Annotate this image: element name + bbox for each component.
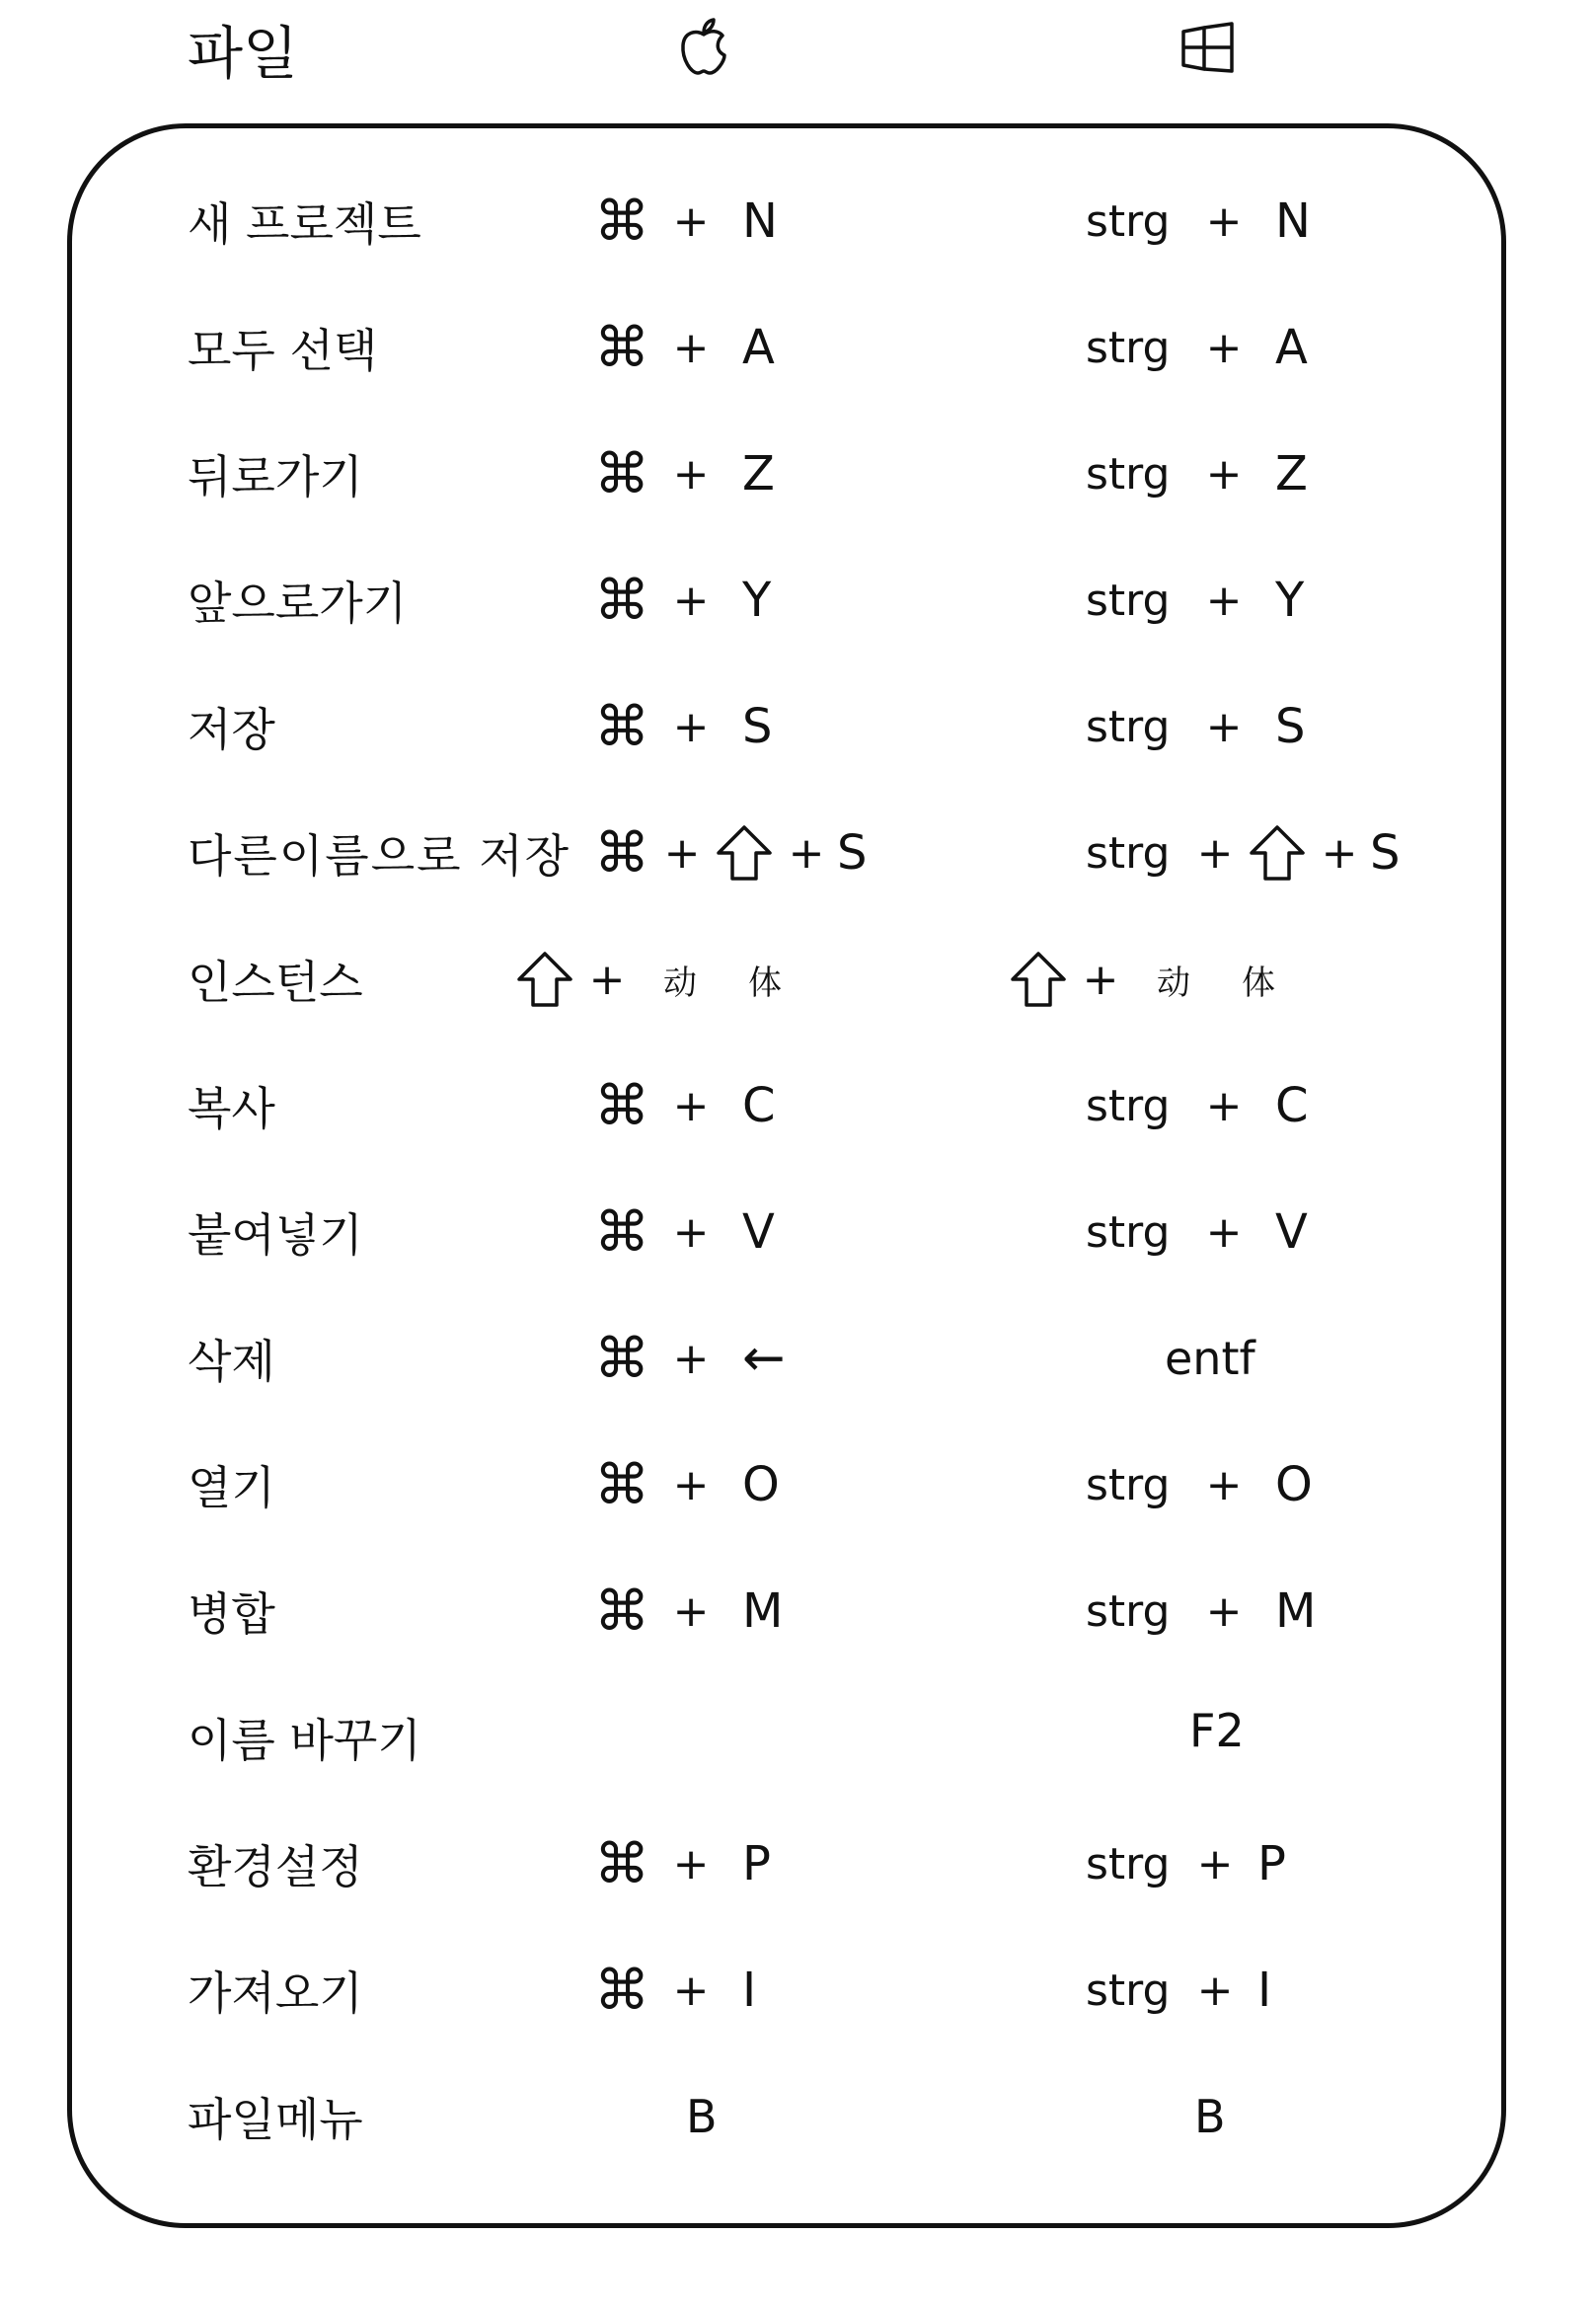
shortcut-label: 인스턴스 bbox=[188, 956, 363, 1009]
key-letter: Y bbox=[742, 573, 772, 628]
ctrl-key: strg bbox=[1086, 1080, 1171, 1131]
key-letter: S bbox=[837, 825, 868, 881]
key-letter: M bbox=[742, 1583, 784, 1639]
ctrl-key: strg bbox=[1086, 1585, 1171, 1637]
shortcut-label: 환경설정 bbox=[188, 1840, 363, 1893]
plus-sign: + bbox=[672, 1333, 710, 1384]
key-letter: O bbox=[1275, 1457, 1313, 1512]
key-letter: Z bbox=[1275, 446, 1308, 501]
windows-shortcut bbox=[1194, 2053, 1589, 2180]
key-letter: B bbox=[1194, 2090, 1226, 2143]
plus-sign: + bbox=[1205, 448, 1243, 500]
ctrl-key: strg bbox=[1086, 827, 1171, 879]
plus-sign: + bbox=[1205, 1080, 1243, 1131]
command-key-icon: ⌘ bbox=[594, 1073, 649, 1138]
windows-shortcut bbox=[1086, 1927, 1481, 2053]
ctrl-key: strg bbox=[1086, 322, 1171, 373]
windows-shortcut bbox=[1007, 916, 1402, 1042]
key-letter: N bbox=[1275, 193, 1311, 249]
plus-sign: + bbox=[672, 195, 710, 247]
key-letter: S bbox=[742, 699, 773, 754]
shortcut-label: 뒤로가기 bbox=[188, 450, 363, 503]
mac-shortcut bbox=[592, 790, 1007, 916]
windows-shortcut bbox=[1086, 1422, 1481, 1548]
key-letter: I bbox=[1257, 1963, 1272, 2018]
delete-key: entf bbox=[1165, 1332, 1255, 1385]
plus-sign: + bbox=[672, 322, 710, 373]
shortcut-row-instance bbox=[0, 916, 1596, 1042]
windows-shortcut bbox=[1086, 1801, 1481, 1927]
key-letter: M bbox=[1275, 1583, 1317, 1639]
page-title: 파일 bbox=[188, 20, 299, 87]
header bbox=[0, 0, 1596, 109]
mac-shortcut bbox=[592, 1042, 1007, 1169]
shortcut-label: 복사 bbox=[188, 1082, 275, 1135]
key-letter: S bbox=[1370, 825, 1401, 881]
shortcut-row-import bbox=[0, 1927, 1596, 2053]
plus-sign: + bbox=[672, 1585, 710, 1637]
plus-sign: + bbox=[1205, 1206, 1243, 1258]
key-letter: Z bbox=[742, 446, 775, 501]
shortcut-row-file-menu bbox=[0, 2053, 1596, 2180]
shortcut-row-rename bbox=[0, 1674, 1596, 1801]
shortcut-row-new-project bbox=[0, 158, 1596, 284]
plus-sign: + bbox=[1205, 575, 1243, 626]
shift-arrow-icon bbox=[1007, 948, 1070, 1011]
shortcut-label: 앞으로가기 bbox=[188, 577, 408, 630]
plus-sign: + bbox=[1205, 1459, 1243, 1510]
plus-sign: + bbox=[1205, 195, 1243, 247]
plus-sign: + bbox=[672, 1838, 710, 1889]
command-key-icon: ⌘ bbox=[594, 1831, 649, 1896]
plus-sign: + bbox=[672, 1459, 710, 1510]
key-letter: A bbox=[1275, 320, 1308, 375]
mac-shortcut bbox=[592, 1801, 1007, 1927]
ctrl-key: strg bbox=[1086, 1965, 1171, 2016]
plus-sign: + bbox=[672, 701, 710, 752]
command-key-icon: ⌘ bbox=[594, 568, 649, 633]
mac-shortcut bbox=[592, 158, 1007, 284]
key-glyph: 动 bbox=[663, 963, 697, 1003]
command-key-icon: ⌘ bbox=[594, 189, 649, 254]
plus-sign: + bbox=[672, 1206, 710, 1258]
windows-shortcut bbox=[1086, 537, 1481, 663]
shortcut-row-open bbox=[0, 1422, 1596, 1548]
key-letter: N bbox=[742, 193, 778, 249]
key-letter: A bbox=[742, 320, 775, 375]
shortcut-label: 열기 bbox=[188, 1461, 275, 1514]
shift-arrow-icon bbox=[513, 948, 576, 1011]
windows-shortcut bbox=[1086, 284, 1481, 411]
windows-shortcut bbox=[1189, 1674, 1584, 1801]
shortcut-row-select-all bbox=[0, 284, 1596, 411]
command-key-icon: ⌘ bbox=[594, 1579, 649, 1644]
plus-sign: + bbox=[672, 448, 710, 500]
ctrl-key: strg bbox=[1086, 1459, 1171, 1510]
mac-shortcut bbox=[592, 537, 1007, 663]
shortcut-label: 새 프로젝트 bbox=[188, 197, 421, 251]
ctrl-key: strg bbox=[1086, 1206, 1171, 1258]
plus-sign: + bbox=[1321, 827, 1358, 879]
key-letter: V bbox=[742, 1204, 775, 1260]
apple-logo-icon bbox=[679, 18, 728, 81]
mac-shortcut bbox=[592, 663, 1007, 790]
mac-shortcut bbox=[592, 284, 1007, 411]
windows-shortcut bbox=[1086, 1042, 1481, 1169]
key-letter: I bbox=[742, 1963, 757, 2018]
mac-shortcut bbox=[592, 1422, 1007, 1548]
mac-shortcut bbox=[592, 1169, 1007, 1295]
key-glyph: 体 bbox=[1242, 963, 1275, 1003]
shift-arrow-icon bbox=[713, 821, 776, 885]
shortcut-label: 병합 bbox=[188, 1587, 275, 1641]
plus-sign: + bbox=[672, 1965, 710, 2016]
command-key-icon: ⌘ bbox=[594, 1452, 649, 1517]
shortcut-row-merge bbox=[0, 1548, 1596, 1674]
windows-logo-icon bbox=[1180, 22, 1236, 77]
key-letter: P bbox=[742, 1836, 771, 1891]
command-key-icon: ⌘ bbox=[594, 1199, 649, 1265]
shortcut-row-delete bbox=[0, 1295, 1596, 1422]
plus-sign: + bbox=[1205, 701, 1243, 752]
windows-shortcut bbox=[1086, 663, 1481, 790]
ctrl-key: strg bbox=[1086, 195, 1171, 247]
command-key-icon: ⌘ bbox=[594, 820, 649, 886]
key-letter: B bbox=[686, 2090, 718, 2143]
mac-shortcut bbox=[513, 916, 928, 1042]
plus-sign: + bbox=[788, 827, 825, 879]
command-key-icon: ⌘ bbox=[594, 1958, 649, 2023]
plus-sign: + bbox=[672, 575, 710, 626]
ctrl-key: strg bbox=[1086, 575, 1171, 626]
shortcut-label: 다른이름으로 저장 bbox=[188, 829, 571, 883]
key-letter: S bbox=[1275, 699, 1306, 754]
key-letter: O bbox=[742, 1457, 780, 1512]
windows-shortcut bbox=[1086, 1548, 1481, 1674]
shortcut-label: 가져오기 bbox=[188, 1966, 363, 2020]
backspace-arrow-icon: ← bbox=[742, 1329, 786, 1388]
mac-shortcut bbox=[592, 411, 1007, 537]
ctrl-key: strg bbox=[1086, 448, 1171, 500]
mac-shortcut bbox=[592, 1927, 1007, 2053]
plus-sign: + bbox=[1196, 827, 1234, 879]
windows-shortcut bbox=[1165, 1295, 1559, 1422]
plus-sign: + bbox=[1205, 1585, 1243, 1637]
plus-sign: + bbox=[1205, 322, 1243, 373]
shift-arrow-icon bbox=[1246, 821, 1309, 885]
key-glyph: 动 bbox=[1157, 963, 1190, 1003]
plus-sign: + bbox=[672, 1080, 710, 1131]
command-key-icon: ⌘ bbox=[594, 315, 649, 380]
ctrl-key: strg bbox=[1086, 1838, 1171, 1889]
shortcut-row-paste bbox=[0, 1169, 1596, 1295]
ctrl-key: strg bbox=[1086, 701, 1171, 752]
windows-shortcut bbox=[1086, 158, 1481, 284]
windows-shortcut bbox=[1086, 1169, 1481, 1295]
mac-shortcut bbox=[592, 1295, 1007, 1422]
shortcut-row-preferences bbox=[0, 1801, 1596, 1927]
plus-sign: + bbox=[663, 827, 701, 879]
command-key-icon: ⌘ bbox=[594, 441, 649, 506]
key-letter: P bbox=[1257, 1836, 1286, 1891]
mac-shortcut bbox=[592, 1548, 1007, 1674]
f2-key: F2 bbox=[1189, 1704, 1245, 1757]
shortcut-row-save bbox=[0, 663, 1596, 790]
plus-sign: + bbox=[588, 954, 626, 1005]
windows-shortcut bbox=[1086, 790, 1481, 916]
shortcut-label: 이름 바꾸기 bbox=[188, 1714, 421, 1767]
key-letter: V bbox=[1275, 1204, 1308, 1260]
plus-sign: + bbox=[1082, 954, 1119, 1005]
shortcut-row-copy bbox=[0, 1042, 1596, 1169]
plus-sign: + bbox=[1196, 1838, 1234, 1889]
plus-sign: + bbox=[1196, 1965, 1234, 2016]
key-letter: C bbox=[1275, 1078, 1309, 1133]
mac-shortcut bbox=[686, 2053, 1101, 2180]
key-letter: Y bbox=[1275, 573, 1305, 628]
shortcut-label: 모두 선택 bbox=[188, 324, 378, 377]
key-glyph: 体 bbox=[748, 963, 782, 1003]
shortcut-label: 저장 bbox=[188, 703, 275, 756]
shortcut-row-redo bbox=[0, 537, 1596, 663]
shortcut-label: 파일메뉴 bbox=[188, 2093, 363, 2146]
shortcut-label: 붙여넣기 bbox=[188, 1208, 363, 1262]
key-letter: C bbox=[742, 1078, 776, 1133]
windows-shortcut bbox=[1086, 411, 1481, 537]
shortcut-row-undo bbox=[0, 411, 1596, 537]
shortcut-row-save-as bbox=[0, 790, 1596, 916]
shortcut-label: 삭제 bbox=[188, 1335, 275, 1388]
command-key-icon: ⌘ bbox=[594, 1326, 649, 1391]
command-key-icon: ⌘ bbox=[594, 694, 649, 759]
